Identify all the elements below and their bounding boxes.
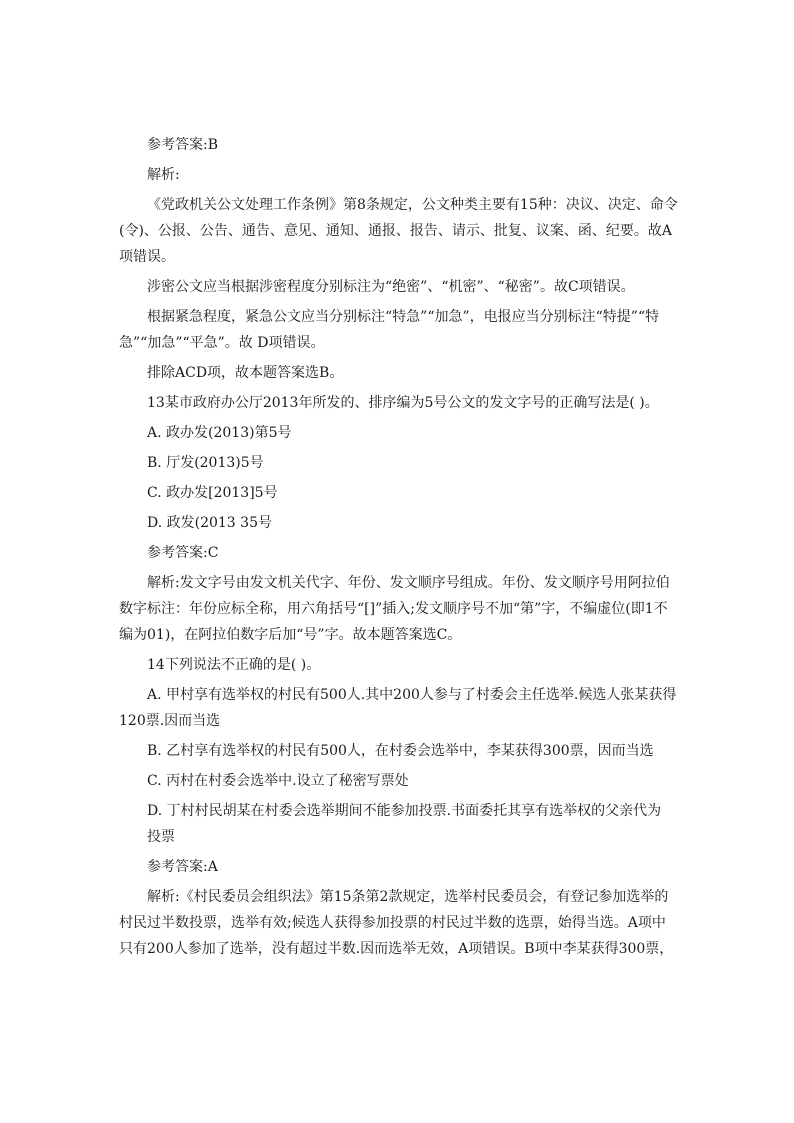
q14-question: 14下列说法不正确的是( )。 <box>147 657 321 673</box>
document-body <box>119 132 679 966</box>
q14-option-d-line-2: 投票 <box>147 829 175 845</box>
q12-analysis-paragraph-1: 《党政机关公文处理工作条例》第8条规定，公文种类主要有15种：决议、决定、命令(令)、公报、公告、通告、意见、通知、通报、报告、请示、批复、议案、函、纪要。故A项错误。 <box>119 197 678 265</box>
q14-analysis: 解析:《村民委员会组织法》第15条第2款规定，选举村民委员会，有登记参加选举的村民过半数投票，选举有效;候选人获得参加投票的村民过半数的选票，始得当选。A项中只有200人参加了选举，没有超过半数.因而选举无效，A项错误。B项中李某获得300票， <box>119 889 674 957</box>
q12-analysis-paragraph-2: 涉密公文应当根据涉密程度分别标注为“绝密”、“机密”、“秘密”。故C项错误。 <box>147 279 635 295</box>
q14-option-d-line-1: D. 丁村村民胡某在村委会选举期间不能参加投票.书面委托其享有选举权的父亲代为 <box>147 803 662 819</box>
q12-analysis-paragraph-3: 根据紧急程度，紧急公文应当分别标注“特急”“加急”，电报应当分别标注“特提”“特急”“加急”“平急”。故 D项错误。 <box>119 309 660 351</box>
q13-option-d: D. 政发(2013 35号 <box>147 515 272 531</box>
q14-option-c: C. 丙村在村委会选举中.设立了秘密写票处 <box>147 773 409 789</box>
q13-option-c: C. 政办发[2013]5号 <box>147 485 278 501</box>
q13-option-b: B. 厅发(2013)5号 <box>147 455 264 471</box>
q13-question: 13某市政府办公厅2013年所发的、排序编为5号公文的发文字号的正确写法是( )。 <box>147 395 659 411</box>
q13-analysis: 解析:发文字号由发文机关代字、年份、发文顺序号组成。年份、发文顺序号用阿拉伯数字标注：年份应标全称，用六角括号“[]”插入;发文顺序号不加“第”字，不编虚位(即1不编为01)，在阿拉伯数字后加“号”字。故本题答案选C。 <box>119 575 670 643</box>
q14-option-b: B. 乙村享有选举权的村民有500人，在村委会选举中，李某获得300票，因而当选 <box>147 743 654 759</box>
q12-analysis-paragraph-4: 排除ACD项，故本题答案选B。 <box>147 365 344 381</box>
q13-answer: 参考答案:C <box>147 545 219 561</box>
q14-answer: 参考答案:A <box>147 859 218 875</box>
q12-answer: 参考答案:B <box>147 137 219 153</box>
q14-option-a: A. 甲村享有选举权的村民有500人.其中200人参与了村委会主任选举.候选人张某获得120票.因而当选 <box>119 687 677 729</box>
q12-analysis-label: 解析: <box>147 167 180 183</box>
q13-option-a: A. 政办发(2013)第5号 <box>147 425 292 441</box>
